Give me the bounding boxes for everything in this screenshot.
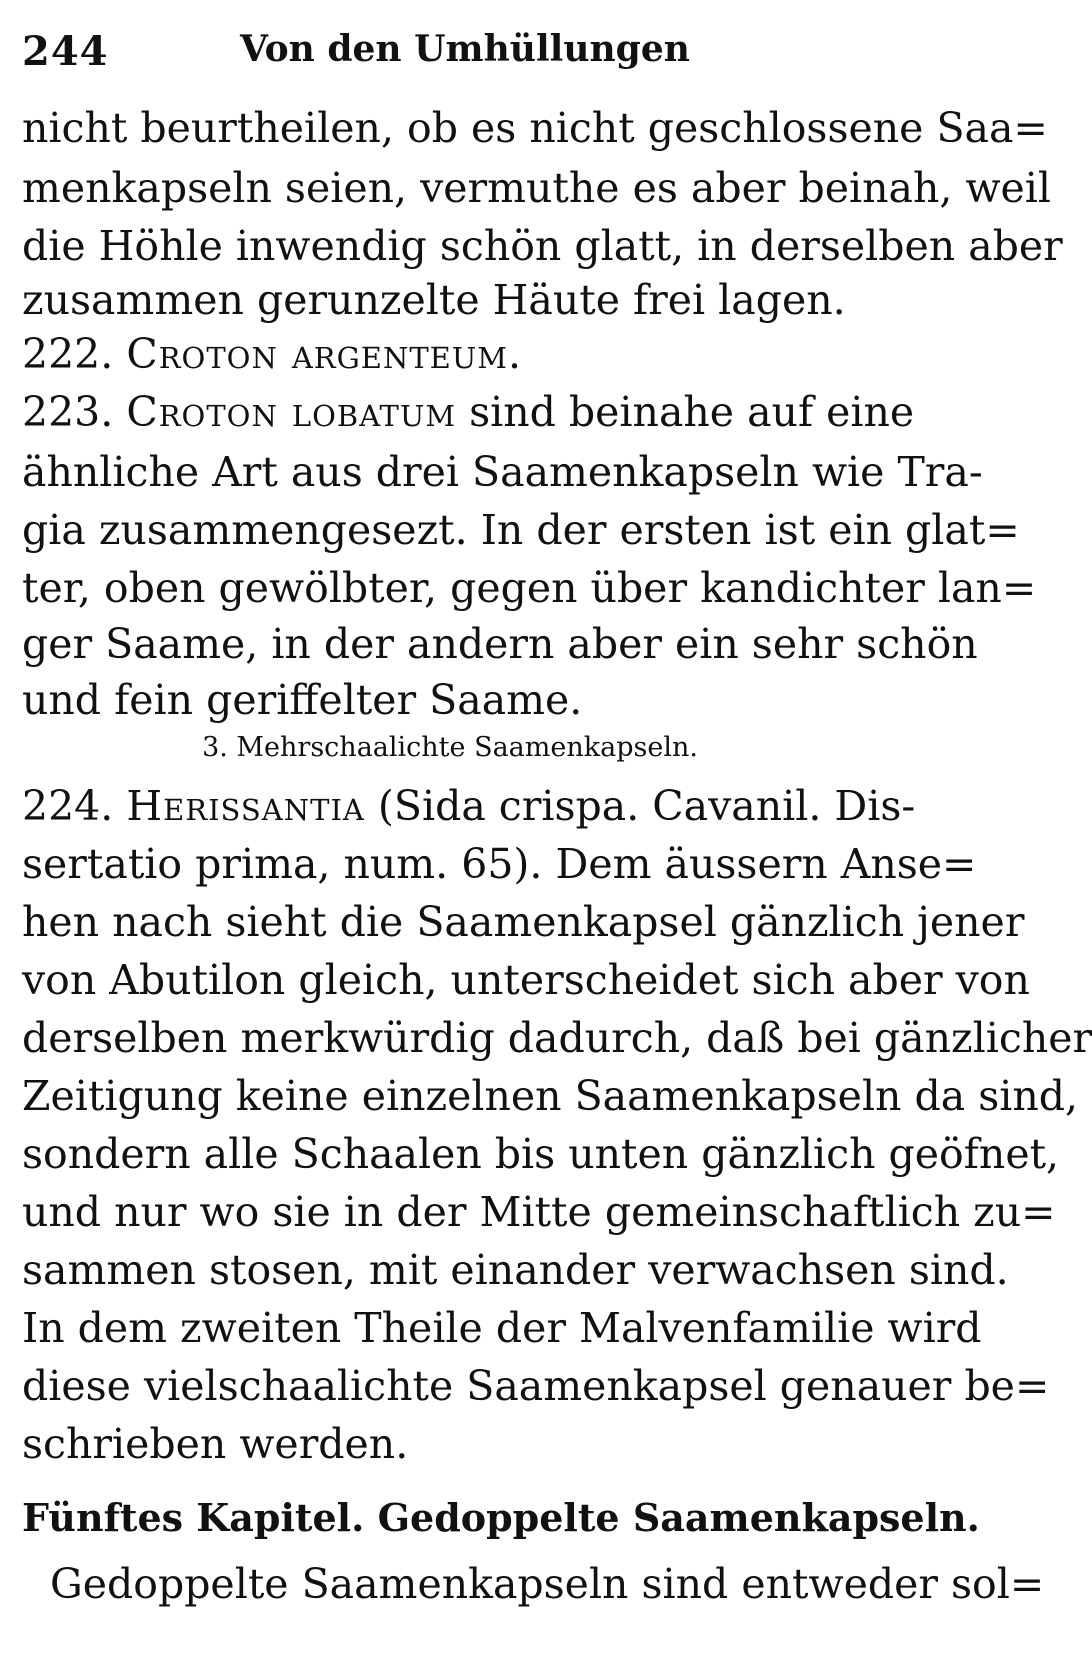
text-line: gia zusammengesezt. In der ersten ist ein glat=	[22, 506, 1020, 554]
chapter-title: Gedoppelte Saamenkapseln.	[377, 1495, 980, 1540]
text-line: ter, oben gewölbter, gegen über kandichter lan=	[22, 564, 1037, 612]
section-subheading: 3. Mehrschaalichte Saamenkapseln.	[202, 732, 698, 763]
entry-223-first-line	[22, 384, 915, 440]
page-header	[0, 22, 900, 82]
species-name: Herissantia	[126, 782, 365, 830]
text-line: sertatio prima, num. 65). Dem äussern Anse=	[22, 840, 977, 888]
text-line: hen nach sieht die Saamenkapsel gänzlich jener	[22, 898, 1025, 946]
entry-number: 223.	[22, 388, 114, 436]
chapter-heading	[22, 1495, 980, 1540]
entry-number: 224.	[22, 782, 114, 830]
text-segment: sind beinahe auf eine	[469, 388, 915, 436]
text-line: sammen stosen, mit einander verwachsen sind.	[22, 1246, 1009, 1294]
text-line: sondern alle Schaalen bis unten gänzlich geöfnet,	[22, 1130, 1060, 1178]
text-line: derselben merkwürdig dadurch, daß bei gänzlicher	[22, 1014, 1092, 1062]
text-line: und fein geriffelter Saame.	[22, 676, 583, 724]
entry-number: 222.	[22, 330, 114, 378]
entry-222	[22, 326, 882, 382]
species-name: Croton lobatum	[126, 388, 457, 436]
chapter-label: Fünftes Kapitel.	[22, 1495, 365, 1540]
text-line: Gedoppelte Saamenkapseln sind entweder sol=	[50, 1560, 1045, 1608]
running-head: Von den Umhüllungen	[240, 28, 690, 70]
text-line: schrieben werden.	[22, 1420, 409, 1468]
text-line: Zeitigung keine einzelnen Saamenkapseln da sind,	[22, 1072, 1079, 1120]
entry-224-first-line	[22, 778, 916, 834]
species-name: Croton argenteum.	[126, 330, 523, 378]
text-line: ger Saame, in der andern aber ein sehr schön	[22, 620, 978, 668]
text-line: ähnliche Art aus drei Saamenkapseln wie Tra-	[22, 448, 983, 496]
text-line: In dem zweiten Theile der Malvenfamilie wird	[22, 1304, 982, 1352]
text-line: die Höhle inwendig schön glatt, in derselben aber	[22, 222, 1063, 270]
text-line: diese vielschaalichte Saamenkapsel genauer be=	[22, 1362, 1050, 1410]
text-line: von Abutilon gleich, unterscheidet sich aber von	[22, 956, 1030, 1004]
text-segment: (Sida crispa. Cavanil. Dis-	[377, 782, 916, 830]
page-number: 244	[22, 28, 109, 75]
text-line: menkapseln seien, vermuthe es aber beinah, weil	[22, 164, 1052, 212]
text-line: zusammen gerunzelte Häute frei lagen.	[22, 276, 846, 324]
text-line: und nur wo sie in der Mitte gemeinschaftlich zu=	[22, 1188, 1056, 1236]
text-line: nicht beurtheilen, ob es nicht geschlossene Saa=	[22, 104, 1048, 152]
